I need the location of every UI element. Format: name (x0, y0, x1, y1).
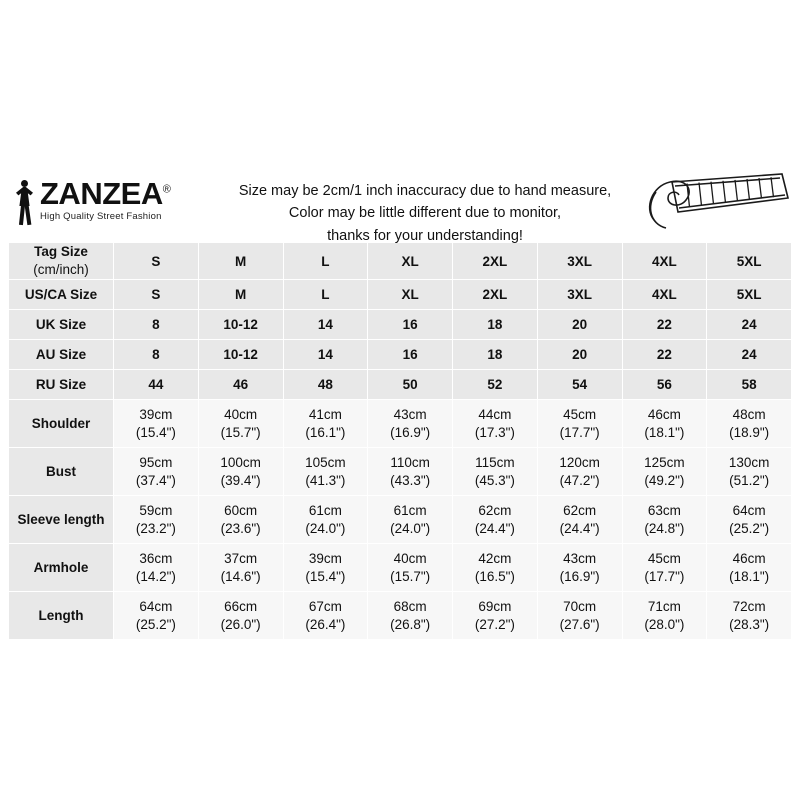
cell-inch: (18.1") (729, 568, 770, 584)
brand-tagline: High Quality Street Fashion (40, 211, 162, 222)
cell: 20 (537, 340, 622, 370)
cell: 54 (537, 370, 622, 400)
cell-cm: 39cm (308, 550, 342, 566)
cell-inch: (24.0") (390, 520, 431, 536)
cell (622, 496, 707, 544)
cell-inch: (41.3") (305, 472, 346, 488)
cell: 18 (453, 340, 538, 370)
cell-cm: 61cm (308, 502, 342, 518)
registered-mark: ® (162, 183, 171, 196)
cell-cm: 66cm (224, 598, 258, 614)
cell-inch: (16.9") (559, 568, 600, 584)
cell-inch: (43.3") (390, 472, 431, 488)
cell-inch: (15.7") (220, 424, 261, 440)
cell-cm: 69cm (478, 598, 512, 614)
cell-cm: 59cm (139, 502, 173, 518)
cell-inch: (25.2") (135, 616, 176, 632)
cell: 16 (368, 310, 453, 340)
cell (283, 544, 368, 592)
measuring-tape-icon (642, 168, 792, 247)
cell-inch: (47.2") (559, 472, 600, 488)
cell-inch: (51.2") (729, 472, 770, 488)
cell-cm: 130cm (728, 454, 770, 470)
notice-line-1: Size may be 2cm/1 inch inaccuracy due to hand measure, (238, 183, 612, 199)
cell (537, 592, 622, 640)
cell-cm: 120cm (559, 454, 600, 470)
size-chart-table (8, 242, 792, 640)
woman-silhouette-icon (12, 178, 38, 226)
cell-cm: 42cm (478, 550, 512, 566)
table-row (9, 310, 792, 340)
cell-inch: (26.4") (305, 616, 346, 632)
cell (368, 448, 453, 496)
cell-cm: 95cm (139, 454, 173, 470)
table-row (9, 340, 792, 370)
cell-cm: 105cm (305, 454, 346, 470)
cell (707, 544, 792, 592)
cell-cm: 72cm (732, 598, 766, 614)
cell-inch: (45.3") (474, 472, 515, 488)
cell: 58 (707, 370, 792, 400)
cell (453, 592, 538, 640)
cell-cm: 44cm (478, 406, 512, 422)
cell: XL (368, 280, 453, 310)
cell-inch: (49.2") (644, 472, 685, 488)
cell: 18 (453, 310, 538, 340)
cell: L (283, 280, 368, 310)
row-label-armhole: Armhole (9, 544, 114, 592)
cell-cm: 64cm (732, 502, 766, 518)
cell-inch: (16.1") (305, 424, 346, 440)
row-label-shoulder: Shoulder (9, 400, 114, 448)
cell (707, 400, 792, 448)
cell-cm: 46cm (647, 406, 681, 422)
cell (622, 544, 707, 592)
cell (368, 592, 453, 640)
cell: 22 (622, 310, 707, 340)
cell-cm: 45cm (563, 406, 597, 422)
table-row (9, 448, 792, 496)
cell-inch: (28.0") (644, 616, 685, 632)
cell: 46 (198, 370, 283, 400)
cell: 10-12 (198, 340, 283, 370)
cell (198, 544, 283, 592)
cell (537, 544, 622, 592)
cell: 44 (114, 370, 199, 400)
row-label-ru-size: RU Size (9, 370, 114, 400)
cell: M (198, 243, 283, 280)
cell (622, 400, 707, 448)
cell-inch: (37.4") (135, 472, 176, 488)
cell: 22 (622, 340, 707, 370)
cell: 14 (283, 340, 368, 370)
table-row (9, 243, 792, 280)
cell-cm: 40cm (393, 550, 427, 566)
cell: 3XL (537, 280, 622, 310)
row-label-au-size: AU Size (9, 340, 114, 370)
cell-inch: (39.4") (220, 472, 261, 488)
cell: 4XL (622, 243, 707, 280)
cell (283, 496, 368, 544)
cell: 8 (114, 310, 199, 340)
cell-cm: 37cm (224, 550, 258, 566)
cell-inch: (14.2") (135, 568, 176, 584)
chart-header (8, 168, 792, 242)
cell: 56 (622, 370, 707, 400)
cell-inch: (24.8") (644, 520, 685, 536)
cell: S (114, 280, 199, 310)
cell (622, 592, 707, 640)
cell-inch: (16.9") (390, 424, 431, 440)
cell-inch: (24.0") (305, 520, 346, 536)
cell-cm: 48cm (732, 406, 766, 422)
cell (198, 496, 283, 544)
cell: 48 (283, 370, 368, 400)
cell (114, 496, 199, 544)
cell-inch: (24.4") (559, 520, 600, 536)
cell-inch: (15.4") (135, 424, 176, 440)
cell-cm: 68cm (393, 598, 427, 614)
cell-cm: 100cm (220, 454, 261, 470)
table-row (9, 280, 792, 310)
cell-inch: (26.0") (220, 616, 261, 632)
row-label-us-ca-size: US/CA Size (9, 280, 114, 310)
cell-cm: 41cm (308, 406, 342, 422)
notice-line-3: thanks for your understanding! (327, 227, 523, 244)
cell-inch: (18.9") (729, 424, 770, 440)
cell-inch: (14.6") (220, 568, 261, 584)
cell-cm: 67cm (308, 598, 342, 614)
row-label-bust: Bust (9, 448, 114, 496)
cell (198, 400, 283, 448)
cell (537, 400, 622, 448)
cell (707, 592, 792, 640)
cell (283, 400, 368, 448)
size-chart-container (8, 168, 792, 640)
cell-inch: (17.7") (644, 568, 685, 584)
cell: 50 (368, 370, 453, 400)
cell (198, 592, 283, 640)
cell: 16 (368, 340, 453, 370)
cell: 5XL (707, 243, 792, 280)
cell: 5XL (707, 280, 792, 310)
cell-inch: (15.4") (305, 568, 346, 584)
cell-inch: (27.2") (474, 616, 515, 632)
brand-text (40, 178, 170, 222)
row-label-sleeve-length: Sleeve length (9, 496, 114, 544)
cell-cm: 43cm (393, 406, 427, 422)
cell-cm: 39cm (139, 406, 173, 422)
cell (707, 448, 792, 496)
cell: 24 (707, 340, 792, 370)
cell-inch: (18.1") (644, 424, 685, 440)
cell-inch: (16.5") (474, 568, 515, 584)
cell-cm: 110cm (390, 454, 430, 470)
cell: 4XL (622, 280, 707, 310)
cell: 3XL (537, 243, 622, 280)
cell-inch: (17.3") (474, 424, 515, 440)
cell: S (114, 243, 199, 280)
cell-cm: 70cm (563, 598, 597, 614)
measurement-notice (208, 168, 642, 247)
cell (114, 448, 199, 496)
cell: 20 (537, 310, 622, 340)
cell-inch: (23.6") (220, 520, 261, 536)
cell (537, 496, 622, 544)
row-label-tag-size (9, 243, 114, 280)
cell-inch: (25.2") (729, 520, 770, 536)
cell-cm: 45cm (647, 550, 681, 566)
table-row (9, 496, 792, 544)
cell: 24 (707, 310, 792, 340)
cell: 2XL (453, 280, 538, 310)
cell-cm: 40cm (224, 406, 258, 422)
cell (453, 496, 538, 544)
cell: 14 (283, 310, 368, 340)
cell-inch: (17.7") (559, 424, 600, 440)
cell: 10-12 (198, 310, 283, 340)
cell-cm: 60cm (224, 502, 258, 518)
cell-cm: 43cm (563, 550, 597, 566)
brand-name-text: ZANZEA (40, 176, 163, 211)
cell-cm: 61cm (393, 502, 427, 518)
cell-inch: (26.8") (390, 616, 431, 632)
cell-cm: 63cm (647, 502, 681, 518)
cell: 52 (453, 370, 538, 400)
cell-inch: (27.6") (559, 616, 600, 632)
cell: L (283, 243, 368, 280)
brand-logo (8, 168, 208, 226)
cell-cm: 115cm (475, 454, 515, 470)
cell-cm: 62cm (478, 502, 512, 518)
row-label-uk-size: UK Size (9, 310, 114, 340)
row-label-length: Length (9, 592, 114, 640)
cell-cm: 64cm (139, 598, 173, 614)
cell (368, 400, 453, 448)
cell-cm: 36cm (139, 550, 173, 566)
table-row (9, 370, 792, 400)
cell: M (198, 280, 283, 310)
cell (453, 544, 538, 592)
cell (283, 592, 368, 640)
row-sublabel-text: (cm/inch) (33, 262, 89, 278)
brand-name (40, 178, 170, 209)
cell (368, 496, 453, 544)
cell (537, 448, 622, 496)
cell-cm: 62cm (563, 502, 597, 518)
cell: XL (368, 243, 453, 280)
cell (622, 448, 707, 496)
cell (453, 400, 538, 448)
cell-inch: (28.3") (729, 616, 770, 632)
cell (707, 496, 792, 544)
cell (114, 400, 199, 448)
table-row (9, 400, 792, 448)
cell (114, 592, 199, 640)
row-label-text: Tag Size (34, 244, 88, 259)
cell: 2XL (453, 243, 538, 280)
cell (283, 448, 368, 496)
cell-inch: (23.2") (135, 520, 176, 536)
cell-inch: (15.7") (390, 568, 431, 584)
notice-line-2: Color may be little different due to monitor, (288, 205, 562, 222)
cell-cm: 46cm (732, 550, 766, 566)
cell-cm: 125cm (644, 454, 685, 470)
cell (453, 448, 538, 496)
cell (368, 544, 453, 592)
cell-cm: 71cm (647, 598, 681, 614)
cell (198, 448, 283, 496)
table-row (9, 592, 792, 640)
cell-inch: (24.4") (474, 520, 515, 536)
cell (114, 544, 199, 592)
table-row (9, 544, 792, 592)
cell: 8 (114, 340, 199, 370)
